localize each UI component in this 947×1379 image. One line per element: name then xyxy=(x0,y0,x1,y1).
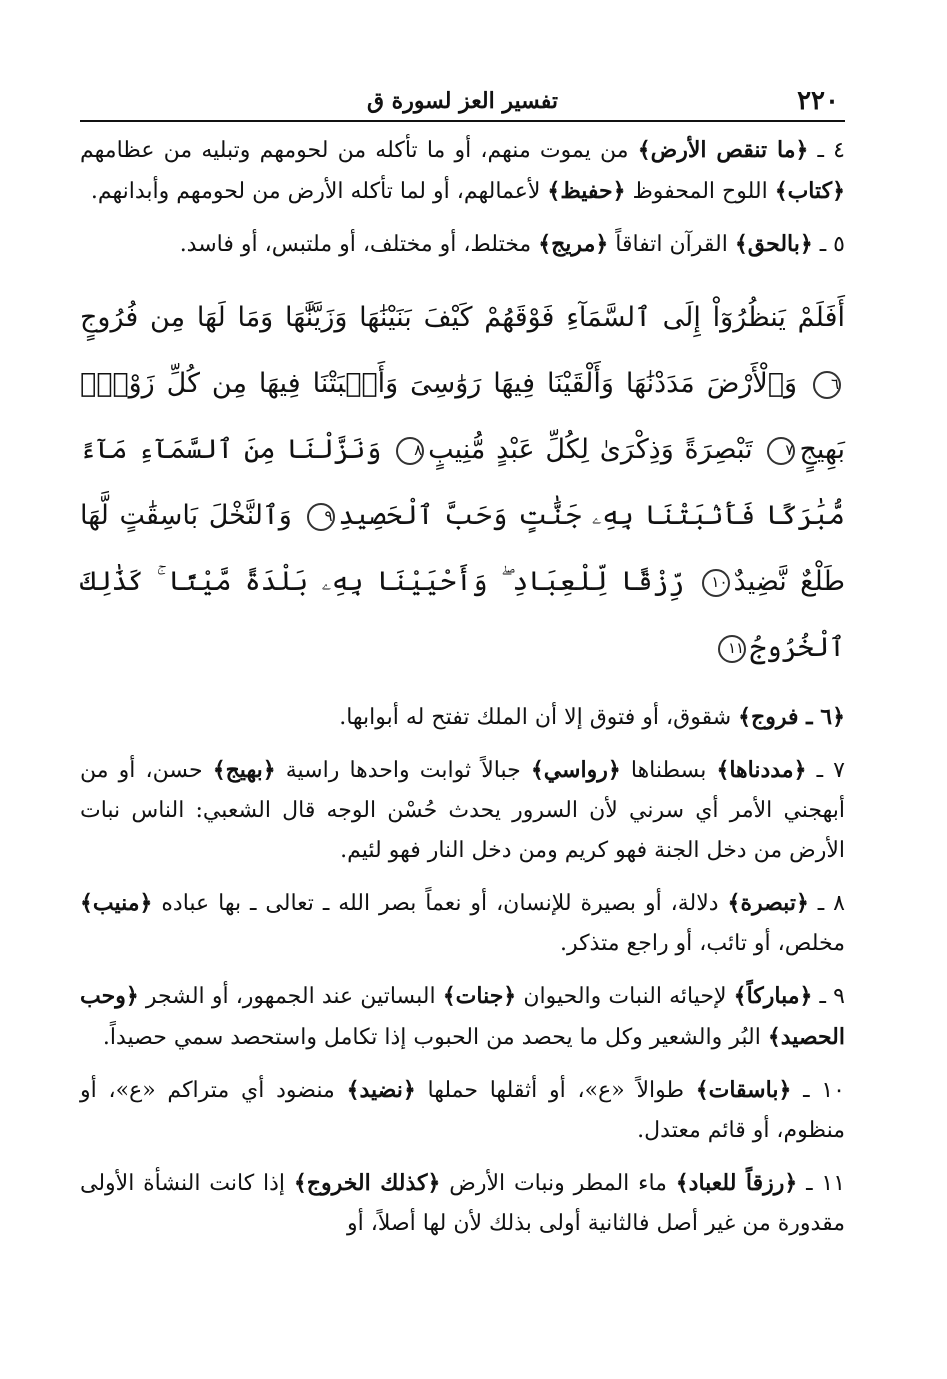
quranic-term: ﴿حفيظ﴾ xyxy=(547,178,626,204)
verse-text: رِّزْقًا لِّلْعِبَادِ ۖ وَأَحْيَيْنَا بِهِۦ بَلْدَةً مَّيْتًا ۚ كَذَٰلِكَ ٱلْخُرُوجُ xyxy=(80,566,845,663)
quranic-term: ﴿رزقاً للعباد﴾ xyxy=(675,1170,798,1196)
quranic-term: ﴿منيب﴾ xyxy=(80,890,153,916)
quranic-term: ﴿رواسي﴾ xyxy=(530,757,621,783)
commentary-entry xyxy=(80,697,845,738)
quranic-term: ﴿٦ ـ فروج﴾ xyxy=(738,704,845,730)
quranic-term: ﴿كتاب﴾ xyxy=(774,178,845,204)
commentary-bottom xyxy=(80,697,845,1244)
commentary-text: لإحيائه النبات والحيوان xyxy=(516,984,734,1009)
commentary-text: البساتين عند الجمهور، أو الشجر xyxy=(138,984,443,1009)
entry-number: ٥ ـ xyxy=(812,232,845,257)
quranic-term: ﴿نضيد﴾ xyxy=(346,1077,416,1103)
verse-number-marker: ٧ xyxy=(767,437,795,465)
commentary-text: إذا كانت النشأة الأولى مقدورة من غير أصل فالثانية أولى بذلك لأن لها أصلاً، أو xyxy=(80,1171,845,1236)
quranic-term: ﴿باسقات﴾ xyxy=(695,1077,792,1103)
commentary-text: جبالاً ثوابت واحدها راسية xyxy=(275,758,531,783)
verse-text: وَنَزَّلْنَا مِنَ ٱلسَّمَآءِ مَآءً مُّبَٰرَكًا فَأَنۢبَتْنَا بِهِۦ جَنَّٰتٍ وَحَبَّ ٱلْحَصِيدِ xyxy=(80,434,845,531)
commentary-entry xyxy=(80,883,845,964)
quranic-term: ﴿تبصرة﴾ xyxy=(727,890,809,916)
quranic-term: ﴿وحب الحصيد﴾ xyxy=(80,983,845,1050)
verse-text: تَبْصِرَةً وَذِكْرَىٰ لِكُلِّ عَبْدٍ مُّنِيبٍ xyxy=(428,434,753,465)
verse-text: أَفَلَمْ يَنظُرُوٓاْ إِلَى ٱلسَّمَآءِ فَوْقَهُمْ كَيْفَ بَنَيْنَٰهَا وَزَيَّنَّٰهَا وَمَا لَهَا مِن فُرُوجٍ xyxy=(80,302,845,333)
commentary-text: ماء المطر ونبات الأرض xyxy=(440,1171,676,1196)
commentary-entry xyxy=(80,1070,845,1151)
verse-number-marker: ٦ xyxy=(813,371,841,399)
entry-number: ٧ ـ xyxy=(806,758,845,783)
entry-number: ٤ ـ xyxy=(808,138,845,163)
commentary-entry xyxy=(80,224,845,265)
page-number: ٢٢٠ xyxy=(797,86,839,116)
quranic-term: ﴿مباركاً﴾ xyxy=(733,983,813,1009)
commentary-text: دلالة، أو بصيرة للإنسان، أو نعماً بصر الله ـ تعالى ـ بها عباده xyxy=(152,891,728,916)
commentary-text: حسن، أو من أبهجني الأمر أي سرني لأن السرور يحدث حُسْن الوجه قال الشعبي: الناس نبات الأرض من دخل الجنة فهو كريم ومن دخل النار فهو لئيم. xyxy=(80,758,845,863)
verse-number-marker: ١٠ xyxy=(702,569,730,597)
commentary-text: مخلص، أو تائب، أو راجع متذكر. xyxy=(559,931,845,956)
verse-text: وَٱلنَّخْلَ بَاسِقَٰتٍ لَّهَا طَلْعٌ نَّضِيدٌ xyxy=(80,500,845,597)
commentary-entry xyxy=(80,130,845,212)
document-page xyxy=(80,80,845,1256)
quranic-term: ﴿مريج﴾ xyxy=(538,231,609,257)
commentary-text: منضود أي متراكم «ع»، أو منظوم، أو قائم معتدل. xyxy=(80,1078,845,1143)
commentary-entry xyxy=(80,1163,845,1244)
commentary-top xyxy=(80,130,845,265)
quranic-term: ﴿مددناها﴾ xyxy=(716,757,807,783)
commentary-entry xyxy=(80,976,845,1058)
entry-number: ٨ ـ xyxy=(808,891,845,916)
commentary-text: شقوق، أو فتوق إلا أن الملك تفتح له أبوابها. xyxy=(339,705,739,730)
quranic-term: ﴿جنات﴾ xyxy=(442,983,517,1009)
running-title: تفسير العز لسورة ق xyxy=(366,88,559,114)
commentary-text: القرآن اتفاقاً xyxy=(608,232,735,257)
commentary-entry xyxy=(80,750,845,871)
entry-number: ٩ ـ xyxy=(812,984,845,1009)
quranic-term: ﴿كذلك الخروج﴾ xyxy=(293,1170,441,1196)
quranic-term: ﴿بهيج﴾ xyxy=(212,757,276,783)
quranic-term: ﴿بالحق﴾ xyxy=(734,231,813,257)
entry-number: ١١ ـ xyxy=(797,1171,846,1196)
quran-verses xyxy=(80,285,845,681)
verse-number-marker: ١١ xyxy=(718,635,746,663)
commentary-text: من يموت منهم، أو ما تأكله من لحومهم وتبليه من عظامهم xyxy=(80,138,638,163)
commentary-text: اللوح المحفوظ xyxy=(625,179,775,204)
commentary-text: طوالاً «ع»، أو أثقلها حملها xyxy=(415,1078,696,1103)
verse-text: وَٱلْأَرْضَ مَدَدْنَٰهَا وَأَلْقَيْنَا فِيهَا رَوَٰسِىَ وَأَنۢبَتْنَا فِيهَا مِن كُلِّ زَوْجٍۭ بَهِيجٍ xyxy=(80,368,845,465)
entry-number: ١٠ ـ xyxy=(791,1078,845,1103)
commentary-text: مختلط، أو مختلف، أو ملتبس، أو فاسد. xyxy=(179,232,539,257)
commentary-text: البُر والشعير وكل ما يحصد من الحبوب إذا تكامل واستحصد سمي حصيداً. xyxy=(102,1025,768,1050)
verse-number-marker: ٨ xyxy=(396,437,424,465)
page-header xyxy=(80,80,845,122)
verse-number-marker: ٩ xyxy=(307,503,335,531)
quranic-term: ﴿ما تنقص الأرض﴾ xyxy=(637,137,809,163)
commentary-text: لأعمالهم، أو لما تأكله الأرض من لحومهم وأبدانهم. xyxy=(90,179,548,204)
commentary-text: بسطناها xyxy=(620,758,717,783)
